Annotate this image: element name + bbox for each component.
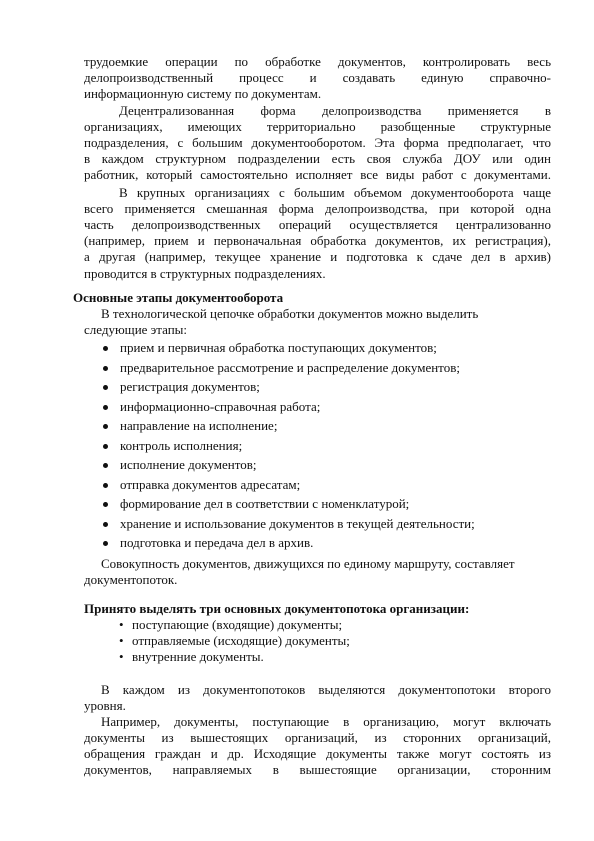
text-line: подразделения, с большим документооборотом. Эта форма предполагает, что [84,135,551,151]
example-paragraph [84,714,551,778]
list-item-text: формирование дел в соответствии с номенклатурой; [120,496,410,511]
text-line: обращения граждан и др. Исходящие документы также могут состоять из [84,746,551,762]
list-item-text: исполнение документов; [120,457,257,472]
list-item-text: поступающие (входящие) документы; [132,617,343,632]
bullet-icon [103,502,108,507]
list-item [119,649,264,665]
text-line: В технологической цепочке обработки документов можно выделить [101,306,479,321]
flows-heading: Принято выделять три основных документопотока организации: [84,601,470,616]
text-line: Децентрализованная форма делопроизводства применяется в [119,103,551,118]
text-line: делопроизводственный процесс и создавать единую справочно- [84,70,551,86]
bullet-icon: • [119,649,124,664]
text-line: документов, направляемых в вышестоящие организации, сторонним [84,762,551,778]
list-item-text: внутренние документы. [132,649,264,664]
list-item [120,496,409,512]
text-line: (например, прием и первоначальная обработка документов, их регистрация), [84,233,551,249]
list-item [119,617,343,633]
text-line: трудоемкие операции по обработке документов, контролировать весь [84,54,551,69]
text-line: а другая (например, текущее хранение и подготовка к сдаче дел в архив) [84,249,551,265]
text-line: всего применяется смешанная форма делопроизводства, при которой одна [84,201,551,217]
text-line: В каждом из документопотоков выделяются документопотоки второго [101,682,551,697]
list-item [120,340,437,356]
decentralized-paragraph [84,103,551,183]
list-item-text: предварительное рассмотрение и распределение документов; [120,359,460,375]
intro-paragraph [84,54,551,86]
text-line: Например, документы, поступающие в организацию, могут включать [101,714,551,729]
list-item [120,516,475,532]
list-item [120,379,260,395]
section-heading: Основные этапы документооборота [73,290,284,305]
mixed-paragraph [84,185,551,265]
bullet-icon [103,463,108,468]
bullet-icon [103,483,108,488]
text-line: информационную систему по документам. [84,86,322,101]
list-item-text: отправка документов адресатам; [120,476,301,492]
bullet-icon [103,366,108,371]
bullet-icon [103,541,108,546]
list-item-text: отправляемые (исходящие) документы; [132,633,350,648]
docflow-definition [84,556,564,588]
second-level-paragraph [84,682,551,698]
second-level-paragraph-end [84,698,551,714]
intro-paragraph-end [84,86,551,102]
list-item [120,477,300,493]
bullet-icon [103,385,108,390]
list-item-text: контроль исполнения; [120,437,243,453]
text-line: часть делопроизводственных операций осуществляется централизованно [84,217,551,233]
list-item [119,633,350,649]
stages-intro [84,306,551,338]
list-item-text: хранение и использование документов в текущей деятельности; [120,515,475,531]
text-line: следующие этапы: [84,322,187,338]
bullet-icon: • [119,633,124,648]
list-item-text: подготовка и передача дел в архив. [120,535,314,550]
text-line: в каждом структурном подразделении есть своя служба ДОУ или один [84,151,551,167]
list-item [120,535,313,551]
list-item-text: прием и первичная обработка поступающих документов; [120,340,437,355]
list-item [120,418,277,434]
text-line: В крупных организациях с большим объемом документооборота чаще [119,185,551,200]
list-item-text: информационно-справочная работа; [120,398,321,414]
list-item [120,457,256,473]
bullet-icon [103,522,108,527]
text-line: уровня. [84,698,126,713]
bullet-icon [103,346,108,351]
list-item [120,399,320,415]
text-line: организациях, имеющих территориально разобщенные структурные [84,119,551,135]
text-line: документы из вышестоящих организаций, из сторонних организаций, [84,730,551,746]
list-item [120,360,460,376]
bullet-icon [103,444,108,449]
bullet-icon [103,424,108,429]
mixed-paragraph-end [84,266,551,282]
list-item [120,438,242,454]
bullet-icon [103,405,108,410]
text-line: документопоток. [84,572,178,588]
list-item-text: регистрация документов; [120,379,260,394]
list-item-text: направление на исполнение; [120,418,278,433]
text-line: работник, который самостоятельно исполняет все виды работ с документами. [84,167,551,183]
bullet-icon: • [119,617,124,632]
text-line: проводится в структурных подразделениях. [84,266,326,281]
text-line: Совокупность документов, движущихся по единому маршруту, составляет [101,556,515,571]
